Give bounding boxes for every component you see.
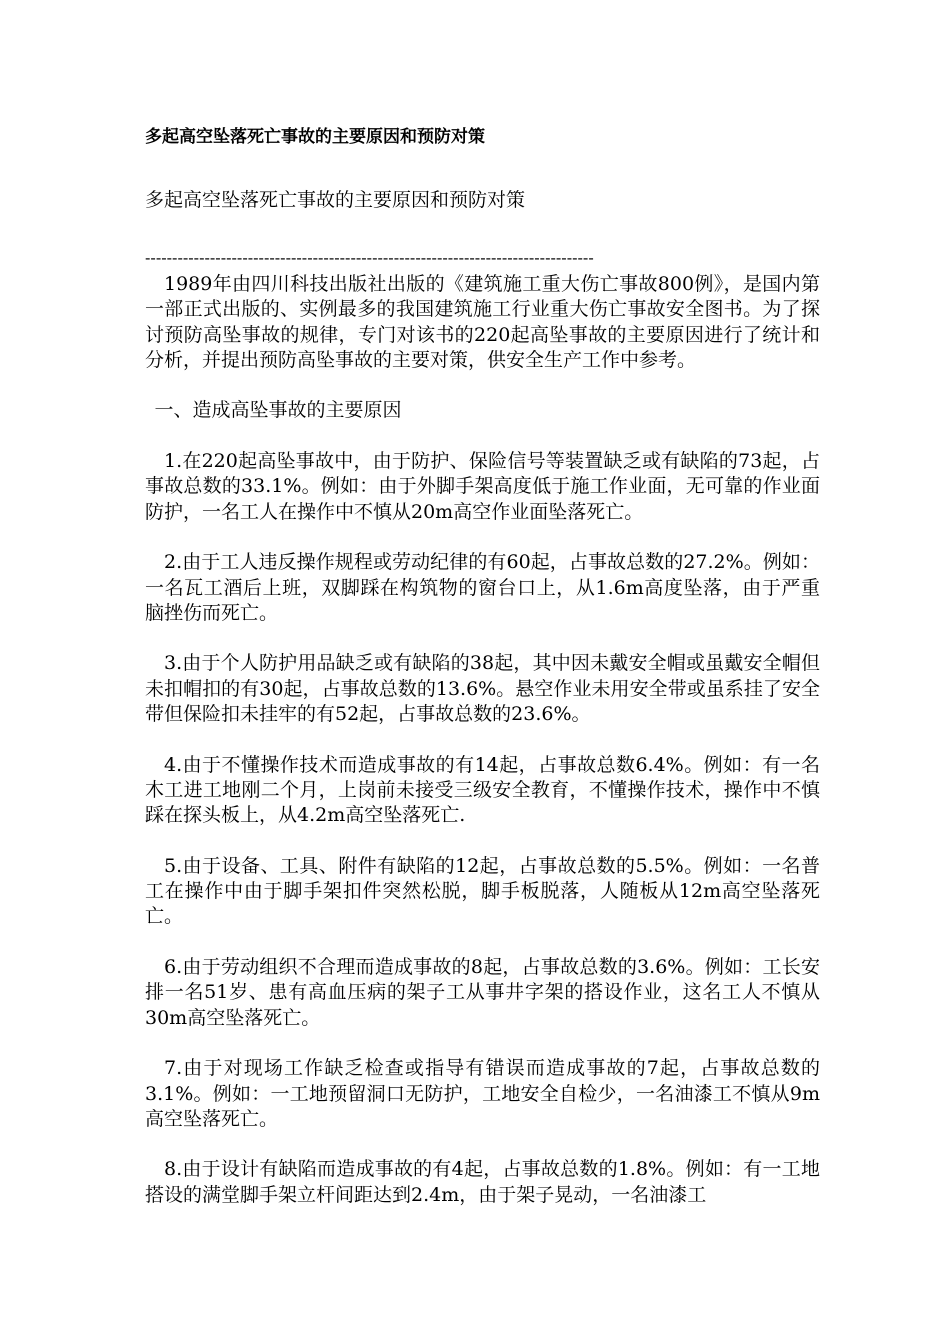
cause-item-3: 3.由于个人防护用品缺乏或有缺陷的38起，其中因未戴安全帽或虽戴安全帽但未扣帽扣的有30起，占事故总数的13.6%。悬空作业未用安全带或虽系挂了安全带但保险扣未挂牢的有52起，占事故总数的23.6%。 bbox=[145, 652, 820, 726]
cause-item-2: 2.由于工人违反操作规程或劳动纪律的有60起，占事故总数的27.2%。例如：一名瓦工酒后上班，双脚踩在构筑物的窗台口上，从1.6m高度坠落，由于严重脑挫伤而死亡。 bbox=[145, 551, 820, 624]
divider-line: ----------------------------------------------------------------------------------- bbox=[145, 248, 594, 267]
cause-item-6: 6.由于劳动组织不合理而造成事故的8起，占事故总数的3.6%。例如：工长安排一名51岁、患有高血压病的架子工从事井字架的搭设作业，这名工人不慎从30m高空坠落死亡。 bbox=[145, 956, 820, 1029]
document-subtitle: 多起高空坠落死亡事故的主要原因和预防对策 bbox=[145, 189, 526, 211]
document-body bbox=[145, 272, 820, 1233]
cause-item-1: 1.在220起高坠事故中，由于防护、保险信号等装置缺乏或有缺陷的73起，占事故总数的33.1%。例如：由于外脚手架高度低于施工作业面，无可靠的作业面防护，一名工人在操作中不慎从20m高空作业面坠落死亡。 bbox=[145, 450, 820, 523]
section-heading: 一、造成高坠事故的主要原因 bbox=[154, 399, 402, 422]
cause-item-5: 5.由于设备、工具、附件有缺陷的12起，占事故总数的5.5%。例如：一名普工在操作中由于脚手架扣件突然松脱，脚手板脱落，人随板从12m高空坠落死亡。 bbox=[145, 854, 820, 928]
cause-item-8: 8.由于设计有缺陷而造成事故的有4起，占事故总数的1.8%。例如：有一工地搭设的满堂脚手架立杆间距达到2.4m，由于架子晃动，一名油漆工 bbox=[145, 1158, 820, 1206]
cause-item-7: 7.由于对现场工作缺乏检查或指导有错误而造成事故的7起，占事故总数的3.1%。例如：一工地预留洞口无防护，工地安全自检少，一名油漆工不慎从9m高空坠落死亡。 bbox=[145, 1057, 820, 1130]
cause-item-4: 4.由于不懂操作技术而造成事故的有14起，占事故总数6.4%。例如：有一名木工进工地刚二个月，上岗前未接受三级安全教育，不懂操作技术，操作中不慎踩在探头板上，从4.2m高空坠落死亡. bbox=[145, 753, 820, 827]
document-title: 多起高空坠落死亡事故的主要原因和预防对策 bbox=[145, 127, 485, 147]
intro-paragraph: 1989年由四川科技出版社出版的《建筑施工重大伤亡事故800例》，是国内第一部正式出版的、实例最多的我国建筑施工行业重大伤亡事故安全图书。为了探讨预防高坠事故的规律，专门对该书的220起高坠事故的主要原因进行了统计和分析，并提出预防高坠事故的主要对策，供安全生产工作中参考。 bbox=[145, 273, 820, 371]
